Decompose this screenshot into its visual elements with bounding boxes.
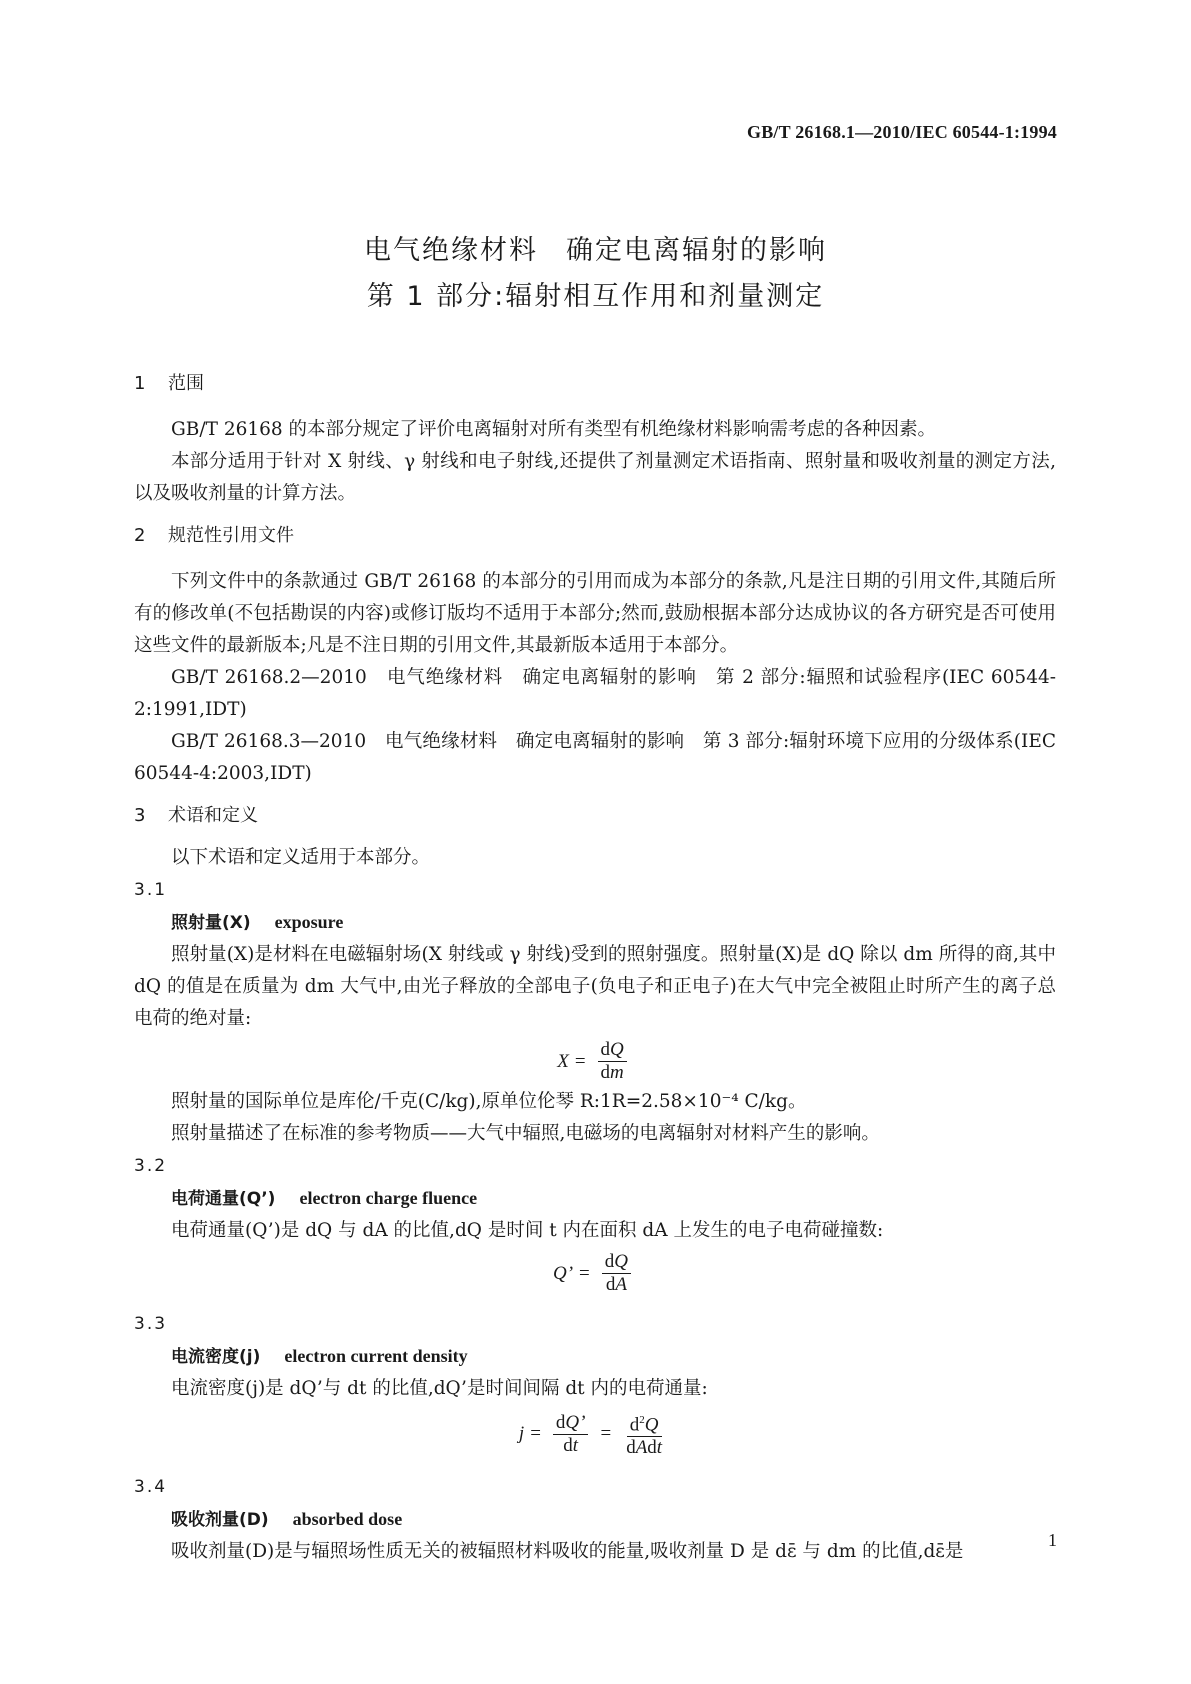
definition-3-3-text: 电流密度(j)是 dQ’与 dt 的比值,dQ’是时间间隔 dt 内的电荷通量: [171,1378,708,1399]
definition-3-3-number: 3.3 [134,1314,168,1334]
definition-3-1-note: 照射量描述了在标准的参考物质——大气中辐照,电磁场的电离辐射对材料产生的影响。 [171,1123,880,1144]
definition-3-4-number: 3.4 [134,1477,168,1498]
section-3-heading: 3 术语和定义 [134,805,258,826]
definition-3-2-term: 电荷通量(Q’) electron charge fluence [171,1188,478,1209]
title-part-a: 电气绝缘材料 [364,235,538,266]
formula-current-density: j = $\frac{dQ’}{dt}$ = $\frac{d^2Q}{\text{dAdt}}$ [134,1405,1056,1461]
definition-3-2-number: 3.2 [134,1156,168,1176]
title-part-b: 确定电离辐射的影响 [566,235,827,266]
s1-paragraph-2: 本部分适用于针对 X 射线、γ 射线和电子射线,还提供了剂量测定术语指南、照射量和吸收剂量的测定方法,以及吸收剂量的计算方法。 [134,451,1056,504]
title-line-2: 第 1 部分:辐射相互作用和剂量测定 [366,281,825,312]
title-line-1 [0,228,1191,267]
definition-3-1-number: 3.1 [134,880,168,900]
s2-reference-2: GB/T 26168.3—2010 电气绝缘材料 确定电离辐射的影响 第 3 部分:辐射环境下应用的分级体系(IEC 60544-4:2003,IDT) [134,731,1056,784]
definition-3-1-unit: 照射量的国际单位是库伦/千克(C/kg),原单位伦琴 R:1R=2.58×10⁻⁴ C/kg。 [171,1091,807,1112]
definition-3-1-text: 照射量(X)是材料在电磁辐射场(X 射线或 γ 射线)受到的照射强度。照射量(X)是 dQ 除以 dm 所得的商,其中 dQ 的值是在质量为 dm 大气中,由光子释放的全部电子(负电子和正电子)在大气中完全被阻止时所产生的离子总电荷的绝对量: [134,944,1056,1029]
definition-3-4-term: 吸收剂量(D) absorbed dose [171,1509,403,1531]
s3-intro: 以下术语和定义适用于本部分。 [171,847,431,868]
section-1-heading: 1 范围 [134,373,204,394]
section-2-heading: 2 规范性引用文件 [134,525,294,546]
definition-3-4-text: 吸收剂量(D)是与辐照场性质无关的被辐照材料吸收的能量,吸收剂量 D 是 dε̄ 与 dm 的比值,dε̄是 [171,1541,964,1563]
standard-code: GB/T 26168.1—2010/IEC 60544-1:1994 [747,122,1057,142]
s2-reference-1: GB/T 26168.2—2010 电气绝缘材料 确定电离辐射的影响 第 2 部分:辐照和试验程序(IEC 60544-2:1991,IDT) [134,667,1056,720]
formula-exposure: X = $\frac{dQ}{dm}$ [134,1035,1056,1086]
document-body [134,368,1056,1568]
s1-paragraph-1: GB/T 26168 的本部分规定了评价电离辐射对所有类型有机绝缘材料影响需考虑的各种因素。 [171,419,937,440]
page-number: 1 [1048,1530,1057,1550]
formula-charge-fluence: Q’ = $\frac{dQ}{dA}$ [134,1247,1056,1298]
s2-paragraph-1: 下列文件中的条款通过 GB/T 26168 的本部分的引用而成为本部分的条款,凡是注日期的引用文件,其随后所有的修改单(不包括勘误的内容)或修订版均不适用于本部分;然而,鼓励根据本部分达成协议的各方研究是否可使用这些文件的最新版本;凡是不注日期的引用文件,其最新版本适用于本部分。 [134,571,1056,656]
definition-3-1-term: 照射量(X) exposure [171,912,344,933]
definition-3-3-term: 电流密度(j) electron current density [171,1346,468,1367]
definition-3-2-text: 电荷通量(Q’)是 dQ 与 dA 的比值,dQ 是时间 t 内在面积 dA 上发生的电子电荷碰撞数: [171,1220,884,1241]
